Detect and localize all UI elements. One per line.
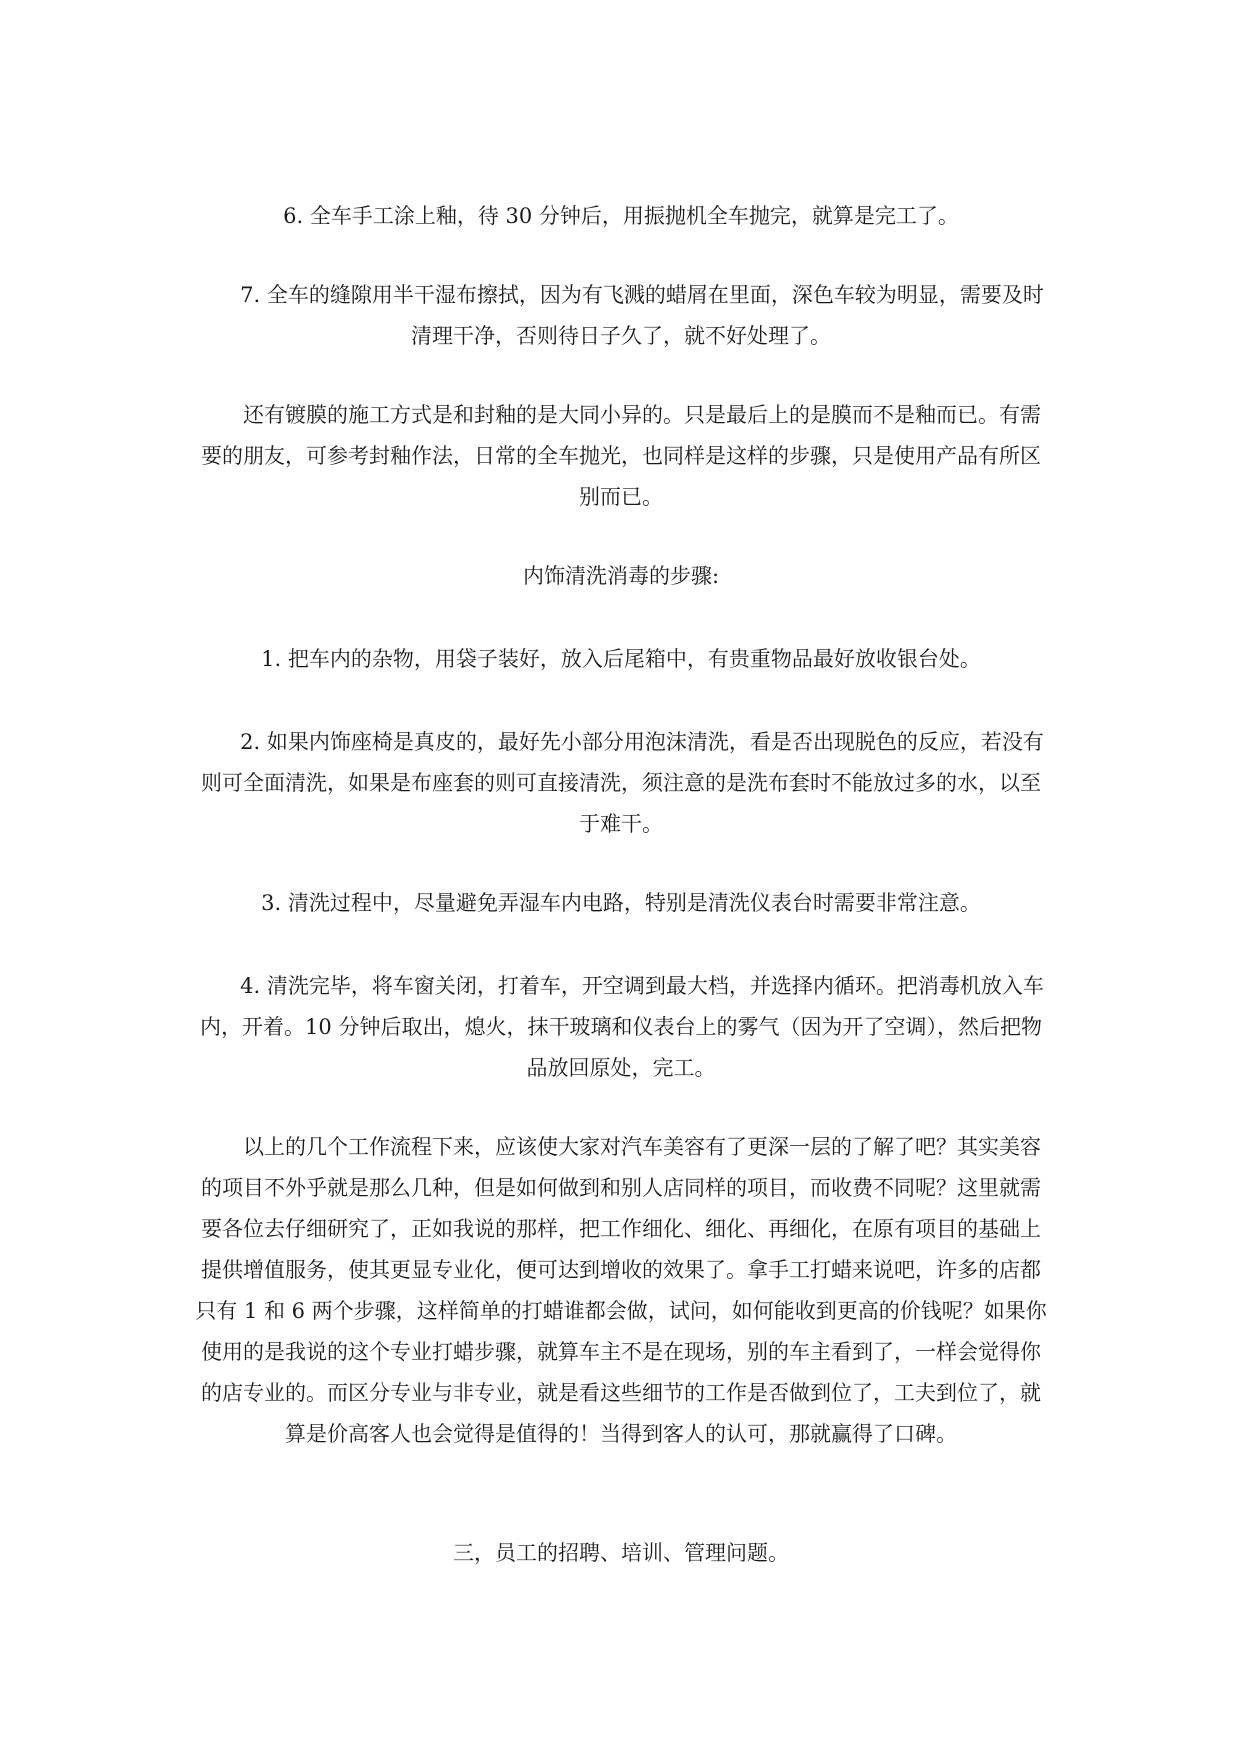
paragraph-summary: 以上的几个工作流程下来，应该使大家对汽车美容有了更深一层的了解了吧？其实美容的项目不外乎就是那么几种，但是如何做到和别人店同样的项目，而收费不同呢？这里就需要各位去仔细研究了，正如我说的那样，把工作细化、细化、再细化，在原有项目的基础上提供增值服务，使其更显专业化，便可达到增收的效果了。拿手工打蜡来说吧，许多的店都只有 1 和 6 两个步骤，这样简单的打蜡谁都会做，试问，如何能收到更高的价钱呢？如果你使用的是我说的这个专业打蜡步骤，就算车主不是在现场，别的车主看到了，一样会觉得你的店专业的。而区分专业与非专业，就是看这些细节的工作是否做到位了，工夫到位了，就算是价高客人也会觉得是值得的！当得到客人的认可，那就赢得了口碑。: [195, 1135, 1047, 1446]
paragraph-coating-note: 还有镀膜的施工方式是和封釉的是大同小异的。只是最后上的是膜而不是釉而已。有需要的朋友，可参考封釉作法，日常的全车抛光，也同样是这样的步骤，只是使用产品有所区别而已。: [201, 403, 1041, 509]
document-page: [192, 196, 1050, 1574]
paragraph-interior-step-1: 1. 把车内的杂物，用袋子装好，放入后尾箱中，有贵重物品最好放收银台处。: [261, 647, 981, 671]
paragraph-interior-step-4: 4. 清洗完毕，将车窗关闭，打着车，开空调到最大档，并选择内循环。把消毒机放入车内，开着。10 分钟后取出，熄火，抹干玻璃和仪表台上的雾气（因为开了空调），然后把物品放回原处，完工。: [200, 974, 1044, 1080]
section-heading-staff: 三，员工的招聘、培训、管理问题。: [453, 1541, 789, 1565]
paragraph-interior-step-2: 2. 如果内饰座椅是真皮的，最好先小部分用泡沫清洗，看是否出现脱色的反应，若没有则可全面清洗，如果是布座套的则可直接清洗，须注意的是洗布套时不能放过多的水，以至于难干。: [201, 730, 1044, 836]
paragraph-step-7: 7. 全车的缝隙用半干湿布擦拭，因为有飞溅的蜡屑在里面，深色车较为明显，需要及时清理干净，否则待日子久了，就不好处理了。: [240, 283, 1044, 348]
section-heading-interior: 内饰清洗消毒的步骤:: [522, 564, 720, 588]
paragraph-step-6: 6. 全车手工涂上釉，待 30 分钟后，用振抛机全车抛完，就算是完工了。: [283, 204, 959, 228]
paragraph-interior-step-3: 3. 清洗过程中，尽量避免弄湿车内电路，特别是清洗仪表台时需要非常注意。: [261, 891, 981, 915]
